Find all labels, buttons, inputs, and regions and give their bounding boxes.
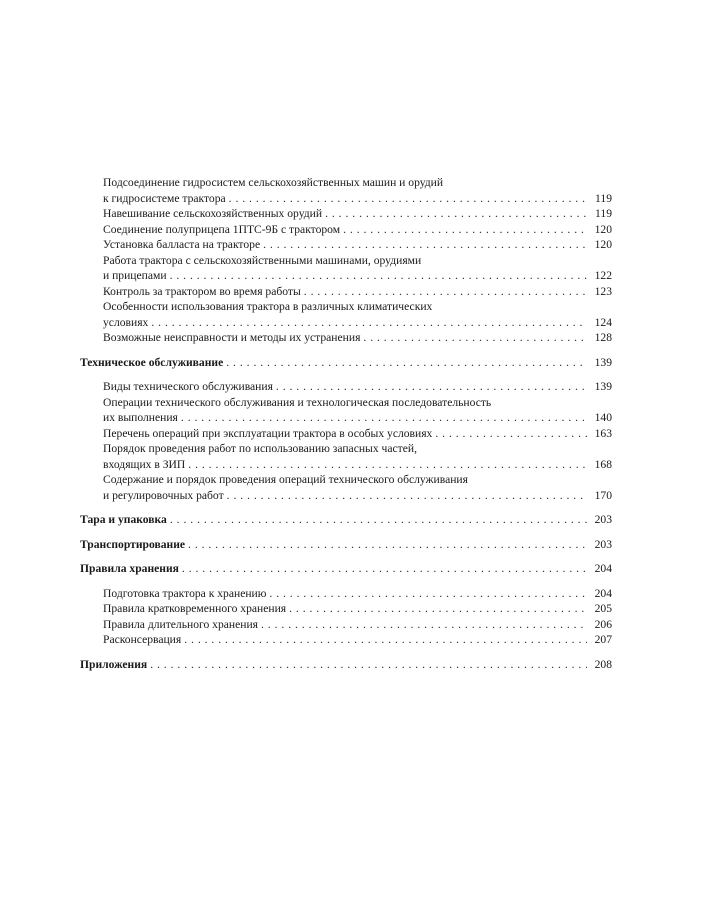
toc-entry-title: Виды технического обслуживания [103, 380, 273, 393]
toc-entry-title: Расконсервация [103, 633, 182, 646]
toc-page-number: 123 [594, 284, 612, 298]
section-gap [80, 648, 612, 657]
dot-leader [229, 191, 587, 207]
section-gap [80, 370, 612, 379]
toc-entry-title: Подсоединение гидросистем сельскохозяйственных машин и орудий [103, 176, 444, 189]
toc-entry-title: Работа трактора с сельскохозяйственными машинами, орудиями [103, 253, 422, 267]
toc-page-number: 203 [594, 537, 612, 551]
toc-section [80, 561, 612, 577]
toc-page-number: 168 [594, 457, 612, 471]
toc-entry-line [80, 441, 612, 457]
toc-section-title: Правила хранения [80, 562, 179, 575]
toc-entry-title: Правила длительного хранения [103, 617, 258, 631]
dot-leader [188, 457, 587, 473]
toc-entry-title: входящих в ЗИП [103, 457, 186, 471]
dot-leader [261, 617, 587, 633]
toc-entry [80, 410, 612, 426]
dot-leader [276, 379, 587, 395]
toc-entry-title: Перечень операций при эксплуатации трактора в особых условиях [103, 426, 433, 440]
dot-leader [363, 330, 587, 346]
toc-entry [80, 206, 612, 222]
dot-leader [188, 537, 587, 553]
toc-entry [80, 315, 612, 331]
dot-leader [151, 315, 587, 331]
dot-leader [269, 586, 587, 602]
toc-section [80, 355, 612, 371]
toc-entry-title: Подготовка трактора к хранению [103, 586, 267, 600]
toc-entry-title: Операции технического обслуживания и технологическая последовательность [103, 395, 492, 409]
toc-entry-line [80, 299, 612, 315]
toc-page-number: 163 [594, 426, 612, 440]
dot-leader [182, 561, 587, 577]
toc-page-number: 204 [594, 562, 612, 575]
toc-entry [80, 379, 612, 395]
dot-leader [435, 426, 587, 442]
dot-leader [170, 268, 587, 284]
section-gap [80, 528, 612, 537]
toc-entry-title: Установка балласта на тракторе [103, 238, 261, 251]
toc-entry-line [80, 395, 612, 411]
toc-entry-title: условиях [103, 315, 149, 329]
toc-section [80, 657, 612, 673]
toc-page-number: 140 [594, 411, 612, 424]
toc-page-number: 170 [594, 488, 612, 502]
toc-entry [80, 191, 612, 207]
table-of-contents [80, 175, 612, 672]
section-gap [80, 552, 612, 561]
toc-entry-title: Порядок проведения работ по использованию запасных частей, [103, 442, 417, 455]
toc-entry [80, 426, 612, 442]
toc-entry-title: и регулировочных работ [103, 488, 224, 502]
toc-page-number: 206 [594, 617, 612, 631]
dot-leader [226, 355, 587, 371]
toc-entry-line [80, 472, 612, 488]
dot-leader [150, 657, 587, 673]
toc-entry [80, 586, 612, 602]
toc-section-title: Приложения [80, 657, 148, 671]
toc-entry [80, 237, 612, 253]
toc-entry-title: Возможные неисправности и методы их устранения [103, 331, 361, 344]
toc-page-number: 122 [594, 269, 612, 282]
toc-entry-title: Правила кратковременного хранения [103, 602, 287, 615]
toc-entry [80, 457, 612, 473]
toc-entry-title: Контроль за трактором во время работы [103, 284, 301, 298]
toc-entry [80, 284, 612, 300]
dot-leader [170, 512, 587, 528]
toc-section-title: Транспортирование [80, 537, 186, 551]
toc-page-number: 120 [594, 222, 612, 236]
toc-entry-title: Содержание и порядок проведения операций технического обслуживания [103, 473, 468, 486]
toc-entry-title: к гидросистеме трактора [103, 191, 226, 205]
toc-page-number: 139 [594, 380, 612, 393]
toc-entry [80, 632, 612, 648]
toc-page-number: 119 [595, 191, 612, 205]
dot-leader [181, 410, 587, 426]
section-gap [80, 346, 612, 355]
toc-page-number: 139 [594, 355, 612, 369]
toc-entry [80, 617, 612, 633]
section-gap [80, 577, 612, 586]
toc-page-number: 204 [594, 586, 612, 600]
toc-page-number: 119 [595, 207, 612, 220]
toc-entry [80, 488, 612, 504]
section-gap [80, 503, 612, 512]
dot-leader [263, 237, 587, 253]
toc-entry [80, 330, 612, 346]
dot-leader [304, 284, 587, 300]
toc-entry [80, 601, 612, 617]
toc-entry-line [80, 253, 612, 269]
toc-section-title: Техническое обслуживание [80, 355, 224, 369]
toc-entry-title: Особенности использования трактора в различных климатических [103, 300, 433, 313]
dot-leader [289, 601, 587, 617]
dot-leader [343, 222, 587, 238]
toc-page-number: 208 [594, 657, 612, 671]
toc-entry-title: Соединение полуприцепа 1ПТС-9Б с трактором [103, 222, 341, 236]
dot-leader [184, 632, 587, 648]
toc-page-number: 205 [594, 602, 612, 615]
toc-page-number: 207 [594, 633, 612, 646]
toc-entry [80, 222, 612, 238]
toc-section-title: Тара и упаковка [80, 513, 167, 526]
toc-entry-line [80, 175, 612, 191]
toc-section [80, 537, 612, 553]
toc-entry-title: их выполнения [103, 411, 178, 424]
toc-page-number: 120 [594, 238, 612, 251]
toc-entry [80, 268, 612, 284]
toc-entry-title: Навешивание сельскохозяйственных орудий [103, 207, 323, 220]
dot-leader [227, 488, 587, 504]
dot-leader [325, 206, 587, 222]
toc-page-number: 203 [594, 513, 612, 526]
toc-page-number: 124 [594, 315, 612, 329]
toc-entry-title: и прицепами [103, 269, 167, 282]
toc-section [80, 512, 612, 528]
toc-page-number: 128 [594, 331, 612, 344]
